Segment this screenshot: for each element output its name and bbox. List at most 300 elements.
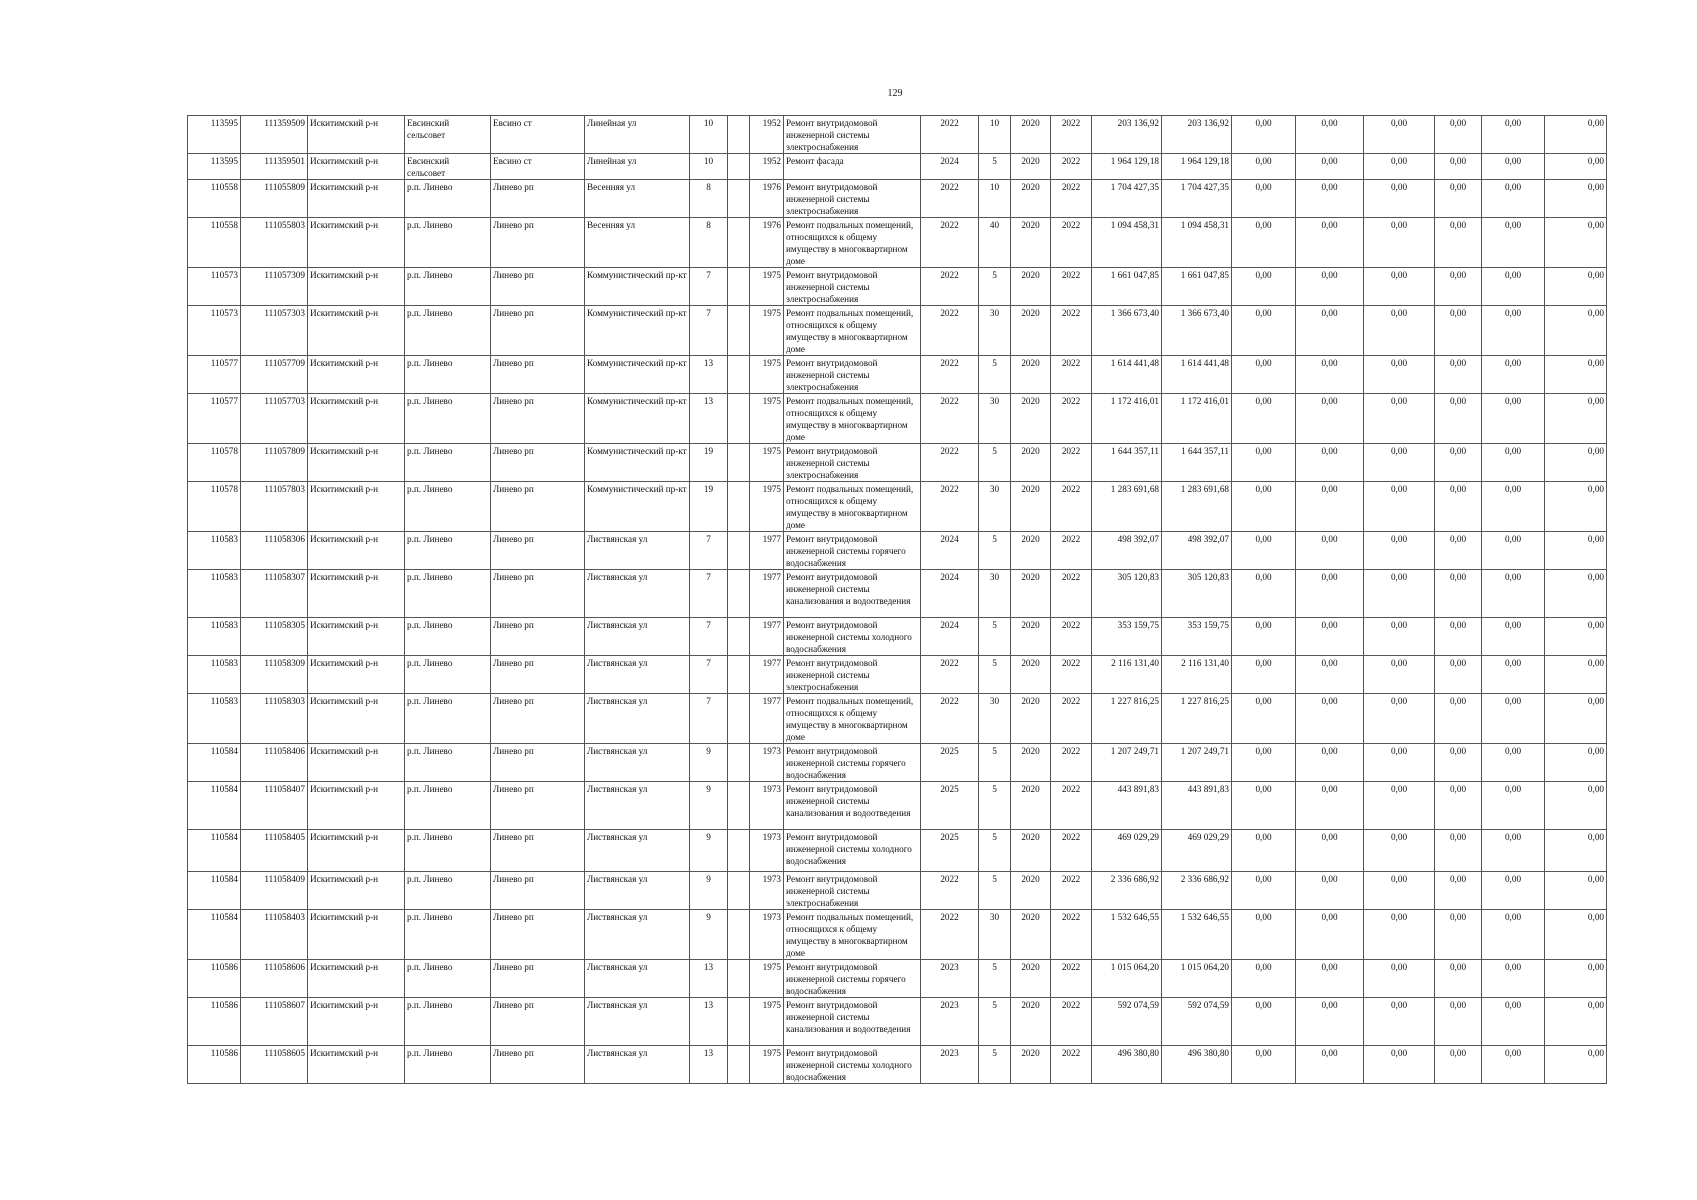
- row-code: 111058606: [241, 960, 308, 998]
- row-cost: 1 614 441,48: [1092, 356, 1162, 394]
- row-value-2: 0,00: [1296, 1046, 1364, 1084]
- row-value-3: 0,00: [1364, 744, 1435, 782]
- row-value-1: 0,00: [1232, 782, 1296, 830]
- registry-table: [187, 115, 1607, 1084]
- row-extra: [728, 744, 750, 782]
- table-row: [188, 830, 1607, 872]
- row-year-to: 2022: [1051, 656, 1092, 694]
- row-total: 2 336 686,92: [1162, 872, 1232, 910]
- row-locality: Евсино ст: [491, 154, 585, 180]
- row-value-4: 0,00: [1435, 218, 1482, 268]
- row-plan-year: 2024: [921, 532, 979, 570]
- row-year-built: 1975: [750, 1046, 784, 1084]
- row-term: 5: [979, 656, 1011, 694]
- row-year-to: 2022: [1051, 618, 1092, 656]
- row-value-2: 0,00: [1296, 394, 1364, 444]
- row-house: 19: [690, 444, 728, 482]
- row-id: 110558: [188, 180, 241, 218]
- row-value-3: 0,00: [1364, 694, 1435, 744]
- row-plan-year: 2022: [921, 356, 979, 394]
- table-row: [188, 116, 1607, 154]
- row-extra: [728, 618, 750, 656]
- row-cost: 1 172 416,01: [1092, 394, 1162, 444]
- row-code: 111058307: [241, 570, 308, 618]
- row-id: 110578: [188, 482, 241, 532]
- row-extra: [728, 180, 750, 218]
- row-total: 2 116 131,40: [1162, 656, 1232, 694]
- row-plan-year: 2022: [921, 482, 979, 532]
- row-plan-year: 2022: [921, 116, 979, 154]
- row-extra: [728, 872, 750, 910]
- row-year-to: 2022: [1051, 482, 1092, 532]
- row-cost: 1 704 427,35: [1092, 180, 1162, 218]
- row-year-from: 2020: [1011, 910, 1051, 960]
- row-extra: [728, 116, 750, 154]
- row-value-2: 0,00: [1296, 656, 1364, 694]
- row-value-6: 0,00: [1545, 830, 1607, 872]
- row-extra: [728, 782, 750, 830]
- row-settlement: р.п. Линево: [405, 218, 491, 268]
- row-extra: [728, 1046, 750, 1084]
- row-work: Ремонт внутридомовой инженерной системы электроснабжения: [784, 656, 921, 694]
- row-total: 443 891,83: [1162, 782, 1232, 830]
- row-plan-year: 2024: [921, 570, 979, 618]
- row-value-4: 0,00: [1435, 306, 1482, 356]
- row-district: Искитимский р-н: [308, 268, 405, 306]
- row-settlement: р.п. Линево: [405, 570, 491, 618]
- row-year-built: 1975: [750, 394, 784, 444]
- row-value-4: 0,00: [1435, 694, 1482, 744]
- row-total: 1 614 441,48: [1162, 356, 1232, 394]
- row-street: Листвянская ул: [585, 1046, 690, 1084]
- row-value-6: 0,00: [1545, 744, 1607, 782]
- row-value-6: 0,00: [1545, 960, 1607, 998]
- row-settlement: Евсинский сельсовет: [405, 116, 491, 154]
- row-value-5: 0,00: [1482, 618, 1545, 656]
- row-settlement: р.п. Линево: [405, 306, 491, 356]
- row-year-from: 2020: [1011, 532, 1051, 570]
- row-extra: [728, 694, 750, 744]
- row-street: Листвянская ул: [585, 656, 690, 694]
- row-year-from: 2020: [1011, 998, 1051, 1046]
- row-street: Листвянская ул: [585, 872, 690, 910]
- row-value-3: 0,00: [1364, 618, 1435, 656]
- row-year-from: 2020: [1011, 656, 1051, 694]
- row-id: 110584: [188, 830, 241, 872]
- row-value-5: 0,00: [1482, 910, 1545, 960]
- row-value-1: 0,00: [1232, 268, 1296, 306]
- row-value-6: 0,00: [1545, 218, 1607, 268]
- table-row: [188, 872, 1607, 910]
- table-row: [188, 618, 1607, 656]
- row-code: 111055809: [241, 180, 308, 218]
- row-street: Листвянская ул: [585, 782, 690, 830]
- row-value-4: 0,00: [1435, 482, 1482, 532]
- row-id: 110586: [188, 998, 241, 1046]
- row-value-5: 0,00: [1482, 782, 1545, 830]
- table-row: [188, 744, 1607, 782]
- row-code: 111057703: [241, 394, 308, 444]
- row-year-built: 1975: [750, 960, 784, 998]
- row-term: 5: [979, 782, 1011, 830]
- table-row: [188, 154, 1607, 180]
- row-term: 5: [979, 532, 1011, 570]
- row-term: 30: [979, 306, 1011, 356]
- row-house: 7: [690, 694, 728, 744]
- row-value-4: 0,00: [1435, 872, 1482, 910]
- row-district: Искитимский р-н: [308, 394, 405, 444]
- row-code: 111058605: [241, 1046, 308, 1084]
- row-value-4: 0,00: [1435, 910, 1482, 960]
- row-year-to: 2022: [1051, 154, 1092, 180]
- row-locality: Линево рп: [491, 482, 585, 532]
- row-street: Линейная ул: [585, 154, 690, 180]
- row-value-4: 0,00: [1435, 444, 1482, 482]
- row-value-2: 0,00: [1296, 180, 1364, 218]
- row-settlement: р.п. Линево: [405, 268, 491, 306]
- row-district: Искитимский р-н: [308, 656, 405, 694]
- row-value-4: 0,00: [1435, 998, 1482, 1046]
- row-settlement: р.п. Линево: [405, 444, 491, 482]
- row-extra: [728, 910, 750, 960]
- row-house: 19: [690, 482, 728, 532]
- row-value-1: 0,00: [1232, 444, 1296, 482]
- row-extra: [728, 998, 750, 1046]
- row-year-to: 2022: [1051, 444, 1092, 482]
- row-street: Листвянская ул: [585, 998, 690, 1046]
- row-id: 110584: [188, 910, 241, 960]
- row-value-3: 0,00: [1364, 782, 1435, 830]
- row-value-6: 0,00: [1545, 116, 1607, 154]
- row-year-to: 2022: [1051, 570, 1092, 618]
- row-code: 111058405: [241, 830, 308, 872]
- row-extra: [728, 154, 750, 180]
- row-value-4: 0,00: [1435, 394, 1482, 444]
- row-code: 111057309: [241, 268, 308, 306]
- row-value-5: 0,00: [1482, 218, 1545, 268]
- row-value-2: 0,00: [1296, 782, 1364, 830]
- row-id: 110583: [188, 532, 241, 570]
- row-year-to: 2022: [1051, 960, 1092, 998]
- row-value-5: 0,00: [1482, 394, 1545, 444]
- row-year-from: 2020: [1011, 116, 1051, 154]
- row-cost: 498 392,07: [1092, 532, 1162, 570]
- row-house: 9: [690, 872, 728, 910]
- row-total: 1 532 646,55: [1162, 910, 1232, 960]
- row-year-from: 2020: [1011, 306, 1051, 356]
- row-year-built: 1952: [750, 154, 784, 180]
- row-year-from: 2020: [1011, 694, 1051, 744]
- row-year-built: 1952: [750, 116, 784, 154]
- row-value-5: 0,00: [1482, 356, 1545, 394]
- row-district: Искитимский р-н: [308, 532, 405, 570]
- row-settlement: р.п. Линево: [405, 482, 491, 532]
- row-value-1: 0,00: [1232, 910, 1296, 960]
- row-value-2: 0,00: [1296, 744, 1364, 782]
- row-total: 1 644 357,11: [1162, 444, 1232, 482]
- row-locality: Линево рп: [491, 394, 585, 444]
- row-value-1: 0,00: [1232, 618, 1296, 656]
- row-street: Коммунистический пр-кт: [585, 394, 690, 444]
- row-year-built: 1975: [750, 356, 784, 394]
- row-value-6: 0,00: [1545, 154, 1607, 180]
- row-district: Искитимский р-н: [308, 744, 405, 782]
- row-term: 5: [979, 268, 1011, 306]
- row-value-5: 0,00: [1482, 694, 1545, 744]
- row-work: Ремонт внутридомовой инженерной системы канализования и водоотведения: [784, 782, 921, 830]
- row-locality: Линево рп: [491, 830, 585, 872]
- row-id: 110586: [188, 960, 241, 998]
- row-locality: Линево рп: [491, 532, 585, 570]
- row-street: Коммунистический пр-кт: [585, 268, 690, 306]
- row-work: Ремонт внутридомовой инженерной системы электроснабжения: [784, 268, 921, 306]
- row-year-to: 2022: [1051, 306, 1092, 356]
- table-row: [188, 656, 1607, 694]
- row-street: Коммунистический пр-кт: [585, 356, 690, 394]
- row-extra: [728, 218, 750, 268]
- row-cost: 469 029,29: [1092, 830, 1162, 872]
- row-settlement: р.п. Линево: [405, 394, 491, 444]
- row-value-6: 0,00: [1545, 618, 1607, 656]
- row-district: Искитимский р-н: [308, 482, 405, 532]
- row-total: 353 159,75: [1162, 618, 1232, 656]
- row-settlement: р.п. Линево: [405, 782, 491, 830]
- row-house: 8: [690, 218, 728, 268]
- row-year-to: 2022: [1051, 830, 1092, 872]
- row-value-4: 0,00: [1435, 618, 1482, 656]
- row-year-to: 2022: [1051, 532, 1092, 570]
- row-street: Листвянская ул: [585, 570, 690, 618]
- row-house: 9: [690, 782, 728, 830]
- table-row: [188, 306, 1607, 356]
- row-extra: [728, 394, 750, 444]
- row-value-4: 0,00: [1435, 154, 1482, 180]
- row-value-6: 0,00: [1545, 570, 1607, 618]
- row-district: Искитимский р-н: [308, 618, 405, 656]
- row-year-from: 2020: [1011, 570, 1051, 618]
- row-house: 13: [690, 960, 728, 998]
- row-id: 110584: [188, 872, 241, 910]
- row-plan-year: 2022: [921, 872, 979, 910]
- row-plan-year: 2023: [921, 998, 979, 1046]
- row-term: 10: [979, 180, 1011, 218]
- row-term: 30: [979, 910, 1011, 960]
- row-value-2: 0,00: [1296, 482, 1364, 532]
- row-locality: Линево рп: [491, 782, 585, 830]
- row-plan-year: 2025: [921, 744, 979, 782]
- row-cost: 1 015 064,20: [1092, 960, 1162, 998]
- row-code: 111057809: [241, 444, 308, 482]
- row-value-6: 0,00: [1545, 268, 1607, 306]
- row-value-4: 0,00: [1435, 1046, 1482, 1084]
- row-value-1: 0,00: [1232, 154, 1296, 180]
- row-value-5: 0,00: [1482, 830, 1545, 872]
- row-value-1: 0,00: [1232, 694, 1296, 744]
- row-year-to: 2022: [1051, 872, 1092, 910]
- row-id: 110586: [188, 1046, 241, 1084]
- row-house: 9: [690, 910, 728, 960]
- row-district: Искитимский р-н: [308, 154, 405, 180]
- row-year-to: 2022: [1051, 356, 1092, 394]
- row-value-3: 0,00: [1364, 444, 1435, 482]
- row-value-3: 0,00: [1364, 960, 1435, 998]
- row-plan-year: 2023: [921, 1046, 979, 1084]
- row-house: 7: [690, 618, 728, 656]
- row-year-from: 2020: [1011, 782, 1051, 830]
- table-row: [188, 998, 1607, 1046]
- row-code: 111057303: [241, 306, 308, 356]
- row-value-5: 0,00: [1482, 444, 1545, 482]
- row-house: 7: [690, 570, 728, 618]
- row-settlement: р.п. Линево: [405, 356, 491, 394]
- row-district: Искитимский р-н: [308, 570, 405, 618]
- row-locality: Линево рп: [491, 998, 585, 1046]
- row-extra: [728, 482, 750, 532]
- row-cost: 1 366 673,40: [1092, 306, 1162, 356]
- row-year-built: 1975: [750, 268, 784, 306]
- row-locality: Линево рп: [491, 744, 585, 782]
- row-value-6: 0,00: [1545, 306, 1607, 356]
- row-work: Ремонт подвальных помещений, относящихся к общему имуществу в многоквартирном доме: [784, 694, 921, 744]
- row-id: 110583: [188, 618, 241, 656]
- row-cost: 2 116 131,40: [1092, 656, 1162, 694]
- row-extra: [728, 444, 750, 482]
- row-cost: 443 891,83: [1092, 782, 1162, 830]
- row-value-2: 0,00: [1296, 998, 1364, 1046]
- row-value-1: 0,00: [1232, 744, 1296, 782]
- row-locality: Линево рп: [491, 960, 585, 998]
- row-district: Искитимский р-н: [308, 910, 405, 960]
- row-value-6: 0,00: [1545, 180, 1607, 218]
- row-value-3: 0,00: [1364, 532, 1435, 570]
- row-year-to: 2022: [1051, 744, 1092, 782]
- row-locality: Линево рп: [491, 444, 585, 482]
- row-id: 110583: [188, 694, 241, 744]
- row-term: 5: [979, 1046, 1011, 1084]
- row-term: 30: [979, 694, 1011, 744]
- row-term: 30: [979, 482, 1011, 532]
- row-year-to: 2022: [1051, 218, 1092, 268]
- table-row: [188, 482, 1607, 532]
- row-cost: 2 336 686,92: [1092, 872, 1162, 910]
- row-extra: [728, 830, 750, 872]
- row-value-1: 0,00: [1232, 218, 1296, 268]
- row-value-3: 0,00: [1364, 910, 1435, 960]
- row-value-6: 0,00: [1545, 910, 1607, 960]
- row-value-3: 0,00: [1364, 116, 1435, 154]
- row-value-2: 0,00: [1296, 444, 1364, 482]
- row-value-6: 0,00: [1545, 482, 1607, 532]
- row-total: 1 661 047,85: [1162, 268, 1232, 306]
- row-value-3: 0,00: [1364, 998, 1435, 1046]
- row-plan-year: 2022: [921, 394, 979, 444]
- table-row: [188, 570, 1607, 618]
- row-year-built: 1975: [750, 482, 784, 532]
- row-term: 5: [979, 618, 1011, 656]
- row-settlement: р.п. Линево: [405, 830, 491, 872]
- row-year-from: 2020: [1011, 872, 1051, 910]
- row-value-2: 0,00: [1296, 910, 1364, 960]
- row-term: 5: [979, 998, 1011, 1046]
- row-locality: Евсино ст: [491, 116, 585, 154]
- row-street: Весенняя ул: [585, 180, 690, 218]
- row-locality: Линево рп: [491, 180, 585, 218]
- row-extra: [728, 570, 750, 618]
- row-value-4: 0,00: [1435, 570, 1482, 618]
- row-district: Искитимский р-н: [308, 116, 405, 154]
- row-work: Ремонт внутридомовой инженерной системы горячего водоснабжения: [784, 532, 921, 570]
- row-locality: Линево рп: [491, 218, 585, 268]
- row-locality: Линево рп: [491, 1046, 585, 1084]
- row-work: Ремонт внутридомовой инженерной системы электроснабжения: [784, 444, 921, 482]
- row-year-built: 1977: [750, 618, 784, 656]
- row-year-to: 2022: [1051, 910, 1092, 960]
- row-settlement: р.п. Линево: [405, 744, 491, 782]
- row-district: Искитимский р-н: [308, 218, 405, 268]
- row-locality: Линево рп: [491, 656, 585, 694]
- row-cost: 1 283 691,68: [1092, 482, 1162, 532]
- row-value-2: 0,00: [1296, 570, 1364, 618]
- row-value-2: 0,00: [1296, 694, 1364, 744]
- registry-body: [188, 116, 1607, 1084]
- row-code: 111055803: [241, 218, 308, 268]
- row-value-5: 0,00: [1482, 268, 1545, 306]
- row-settlement: Евсинский сельсовет: [405, 154, 491, 180]
- row-settlement: р.п. Линево: [405, 960, 491, 998]
- table-row: [188, 532, 1607, 570]
- row-year-from: 2020: [1011, 960, 1051, 998]
- row-code: 111058607: [241, 998, 308, 1046]
- row-id: 110583: [188, 570, 241, 618]
- row-total: 1 172 416,01: [1162, 394, 1232, 444]
- row-value-3: 0,00: [1364, 1046, 1435, 1084]
- row-year-from: 2020: [1011, 356, 1051, 394]
- row-district: Искитимский р-н: [308, 306, 405, 356]
- row-value-4: 0,00: [1435, 356, 1482, 394]
- table-row: [188, 960, 1607, 998]
- row-value-6: 0,00: [1545, 656, 1607, 694]
- row-total: 592 074,59: [1162, 998, 1232, 1046]
- row-value-2: 0,00: [1296, 618, 1364, 656]
- row-settlement: р.п. Линево: [405, 910, 491, 960]
- row-value-3: 0,00: [1364, 570, 1435, 618]
- row-id: 113595: [188, 154, 241, 180]
- row-value-2: 0,00: [1296, 830, 1364, 872]
- row-year-from: 2020: [1011, 482, 1051, 532]
- row-value-3: 0,00: [1364, 154, 1435, 180]
- row-work: Ремонт внутридомовой инженерной системы электроснабжения: [784, 872, 921, 910]
- row-code: 111057803: [241, 482, 308, 532]
- row-house: 13: [690, 394, 728, 444]
- row-extra: [728, 356, 750, 394]
- row-house: 10: [690, 154, 728, 180]
- row-code: 111058309: [241, 656, 308, 694]
- row-house: 7: [690, 306, 728, 356]
- row-cost: 1 661 047,85: [1092, 268, 1162, 306]
- row-value-4: 0,00: [1435, 830, 1482, 872]
- row-year-built: 1977: [750, 532, 784, 570]
- row-year-to: 2022: [1051, 694, 1092, 744]
- row-value-5: 0,00: [1482, 998, 1545, 1046]
- row-year-to: 2022: [1051, 180, 1092, 218]
- row-plan-year: 2022: [921, 694, 979, 744]
- row-plan-year: 2022: [921, 306, 979, 356]
- row-work: Ремонт подвальных помещений, относящихся к общему имуществу в многоквартирном доме: [784, 218, 921, 268]
- table-row: [188, 180, 1607, 218]
- row-value-1: 0,00: [1232, 998, 1296, 1046]
- row-value-1: 0,00: [1232, 570, 1296, 618]
- row-locality: Линево рп: [491, 570, 585, 618]
